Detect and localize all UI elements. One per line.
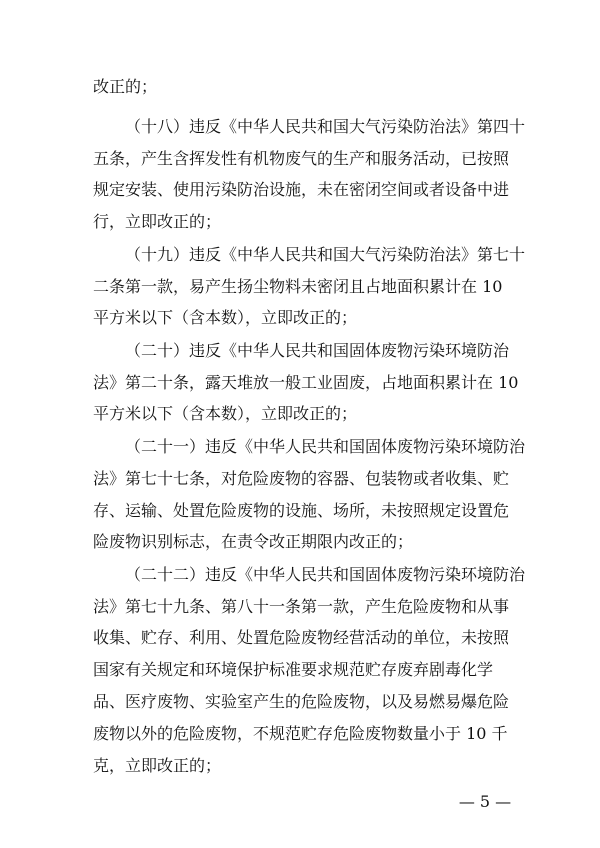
clause-22-line-6: 废物以外的危险废物，不规范贮存危险废物数量小于 10 千 — [93, 724, 508, 743]
clause-19-line-1: （十九）违反《中华人民共和国大气污染防治法》第七十 — [125, 245, 526, 264]
text-line: 改正的； — [93, 77, 158, 96]
page-number: — 5 — — [458, 792, 512, 811]
clause-18-line-2: 五条，产生含挥发性有机物废气的生产和服务活动，已按照 — [93, 149, 510, 168]
clause-20-line-2: 法》第二十条，露天堆放一般工业固废，占地面积累计在 10 — [93, 373, 519, 392]
clause-18-line-4: 行，立即改正的； — [93, 212, 222, 231]
clause-20-line-1: （二十）违反《中华人民共和国固体废物污染环境防治 — [125, 341, 510, 360]
clause-18-line-3: 规定安装、使用污染防治设施，未在密闭空间或者设备中进 — [93, 180, 510, 199]
clause-19-line-2: 二条第一款，易产生扬尘物料未密闭且占地面积累计在 10 — [93, 277, 503, 296]
clause-22-line-3: 收集、贮存、利用、处置危险废物经营活动的单位，未按照 — [93, 628, 510, 647]
clause-19-line-3: 平方米以下（含本数），立即改正的； — [93, 308, 358, 327]
clause-21-line-1: （二十一）违反《中华人民共和国固体废物污染环境防治 — [125, 437, 526, 456]
clause-22-line-7: 克，立即改正的； — [93, 756, 222, 775]
clause-21-line-2: 法》第七十七条，对危险废物的容器、包装物或者收集、贮 — [93, 469, 510, 488]
clause-21-line-4: 险废物识别标志，在责令改正期限内改正的； — [93, 532, 414, 551]
clause-20-line-3: 平方米以下（含本数），立即改正的； — [93, 404, 358, 423]
clause-22-line-2: 法》第七十九条、第八十一条第一款，产生危险废物和从事 — [93, 597, 510, 616]
clause-22-line-1: （二十二）违反《中华人民共和国固体废物污染环境防治 — [125, 565, 526, 584]
clause-18-line-1: （十八）违反《中华人民共和国大气污染防治法》第四十 — [125, 117, 526, 136]
clause-21-line-3: 存、运输、处置危险废物的设施、场所，未按照规定设置危 — [93, 501, 510, 520]
document-body — [93, 0, 526, 848]
clause-22-line-4: 国家有关规定和环境保护标准要求规范贮存废弃剧毒化学 — [93, 660, 494, 679]
clause-22-line-5: 品、医疗废物、实验室产生的危险废物，以及易燃易爆危险 — [93, 692, 510, 711]
